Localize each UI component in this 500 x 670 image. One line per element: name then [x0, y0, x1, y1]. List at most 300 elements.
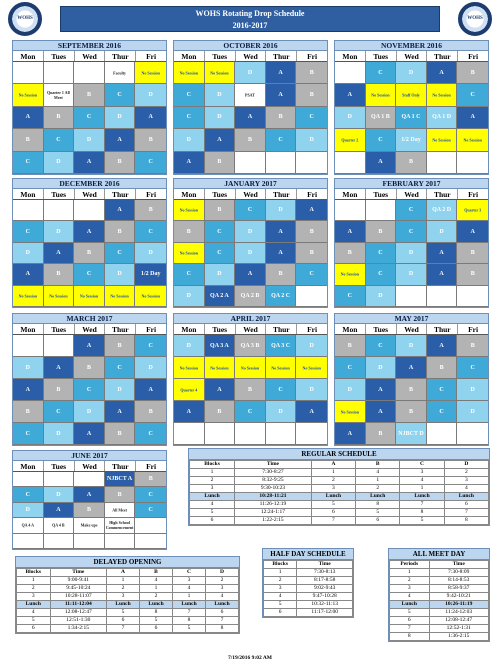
- table-cell: 6: [107, 617, 140, 625]
- day-cell: [427, 401, 458, 423]
- day-cell: [44, 221, 75, 242]
- day-cell: [74, 286, 105, 307]
- table-cell: 2: [17, 585, 51, 593]
- day-cell: [105, 357, 136, 379]
- day-label: D: [408, 342, 414, 349]
- day-label: C: [278, 386, 283, 393]
- day-cell: [174, 286, 205, 307]
- day-label: No Session: [432, 92, 451, 98]
- day-label: No Session: [340, 271, 359, 277]
- day-cell: [457, 357, 488, 379]
- day-label: D: [408, 249, 414, 256]
- day-label: A: [86, 430, 92, 437]
- weekday-label: Thur: [105, 51, 136, 61]
- table-cell: 10:32-11:13: [297, 601, 353, 609]
- day-label: No Session: [141, 70, 160, 76]
- day-label: No Session: [18, 92, 37, 98]
- day-label: C: [439, 408, 444, 415]
- day-label: C: [309, 271, 314, 278]
- day-grid: [13, 472, 166, 549]
- weekday-label: Mon: [335, 189, 366, 199]
- day-cell: [366, 84, 397, 106]
- weekday-header: [335, 324, 488, 335]
- day-cell: [105, 472, 136, 487]
- day-cell: [105, 200, 136, 221]
- day-label: B: [86, 506, 91, 513]
- day-cell: [135, 534, 166, 549]
- table-cell: 6: [140, 625, 173, 633]
- day-label: B: [117, 228, 122, 235]
- day-label: A: [25, 114, 30, 121]
- half-day-schedule: [262, 548, 354, 618]
- day-label: D: [56, 228, 61, 235]
- table-cell: 3: [390, 585, 430, 593]
- day-label: D: [148, 92, 153, 99]
- day-cell: [296, 243, 327, 264]
- table-cell: 4: [356, 469, 400, 477]
- day-label: B: [217, 207, 222, 214]
- day-cell: [13, 243, 44, 264]
- table-cell: 2: [107, 585, 140, 593]
- day-label: No Session: [432, 137, 451, 143]
- table-cell: 9:02-9:43: [297, 585, 353, 593]
- day-cell: [135, 221, 166, 242]
- table-cell: 5: [140, 617, 173, 625]
- day-cell: [135, 423, 166, 445]
- day-cell: [235, 401, 266, 423]
- table-row: [190, 469, 489, 477]
- day-label: A: [278, 92, 283, 99]
- day-label: No Session: [463, 137, 482, 143]
- table-cell: 4: [444, 485, 488, 493]
- table-cell: Lunch: [140, 601, 173, 609]
- table-cell: 5: [390, 609, 430, 617]
- day-cell: [135, 264, 166, 285]
- day-label: D: [378, 364, 383, 371]
- table-row: [390, 593, 489, 601]
- day-cell: [335, 423, 366, 445]
- table-cell: 1: [140, 585, 173, 593]
- day-cell: [135, 472, 166, 487]
- table-cell: Lunch: [311, 493, 355, 501]
- day-cell: [205, 200, 236, 221]
- table-cell: 7:30-8:13: [297, 569, 353, 577]
- day-label: QA 3 B: [240, 342, 260, 349]
- table-row: [390, 601, 489, 609]
- table-header-cell: A: [107, 569, 140, 577]
- day-cell: [105, 487, 136, 502]
- day-cell: [13, 200, 44, 221]
- day-cell: [205, 264, 236, 285]
- weekday-label: Fri: [458, 51, 488, 61]
- day-cell: [335, 335, 366, 357]
- day-cell: [105, 379, 136, 401]
- day-label: No Session: [302, 365, 321, 370]
- day-cell: [366, 286, 397, 307]
- weekday-header: [13, 189, 166, 200]
- day-cell: [457, 243, 488, 264]
- weekday-label: Thur: [266, 324, 297, 334]
- day-label: A: [347, 92, 352, 99]
- day-cell: [296, 84, 327, 106]
- day-cell: [427, 357, 458, 379]
- table-cell: 11:17-12:00: [297, 609, 353, 617]
- day-label: No Session: [79, 293, 99, 299]
- day-cell: [44, 286, 75, 307]
- day-label: A: [278, 228, 283, 235]
- day-cell: [105, 401, 136, 423]
- weekday-label: Tues: [366, 324, 397, 334]
- day-cell: [74, 200, 105, 221]
- table-cell: 3: [400, 469, 444, 477]
- day-label: QA 1 B: [371, 114, 390, 121]
- all-meet-day-title: ALL MEET DAY: [389, 549, 489, 560]
- day-label: C: [56, 136, 61, 143]
- day-label: A: [439, 271, 444, 278]
- table-header-cell: B: [140, 569, 173, 577]
- month-title: JUNE 2017: [13, 451, 166, 461]
- month-calendar: [173, 178, 328, 308]
- table-cell: 9:00-9:41: [50, 577, 106, 585]
- day-cell: [235, 84, 266, 106]
- table-cell: 4: [390, 593, 430, 601]
- day-cell: [205, 401, 236, 423]
- day-label: QA 2 B: [240, 292, 260, 299]
- day-cell: [396, 152, 427, 174]
- table-cell: 3: [264, 585, 297, 593]
- day-label: C: [378, 136, 383, 143]
- day-cell: [13, 534, 44, 549]
- day-cell: [396, 264, 427, 285]
- day-cell: [13, 487, 44, 502]
- day-label: C: [56, 408, 61, 415]
- table-cell: 8: [140, 609, 173, 617]
- day-label: C: [86, 271, 92, 278]
- day-cell: [205, 357, 236, 379]
- day-grid: [13, 62, 166, 174]
- day-cell: [396, 423, 427, 445]
- day-label: No Session: [240, 365, 260, 370]
- day-grid: [13, 335, 166, 445]
- all-meet-day-schedule: [388, 548, 490, 642]
- day-label: C: [25, 430, 30, 437]
- day-label: A: [470, 228, 475, 235]
- table-cell: 12:24-1:17: [235, 509, 312, 517]
- weekday-label: Wed: [75, 461, 106, 471]
- table-row: [17, 601, 239, 609]
- weekday-label: Mon: [13, 324, 44, 334]
- day-label: No Session: [49, 293, 68, 299]
- day-cell: [135, 503, 166, 518]
- table-cell: Lunch: [390, 601, 430, 609]
- day-label: A: [247, 271, 253, 278]
- day-label: 1/2 Day: [140, 271, 161, 278]
- table-cell: 3: [17, 593, 51, 601]
- day-cell: [13, 379, 44, 401]
- table-cell: Lunch: [205, 601, 238, 609]
- day-label: C: [117, 364, 122, 371]
- month-title: FEBRUARY 2017: [335, 179, 488, 189]
- table-cell: 11:11-12:04: [50, 601, 106, 609]
- day-cell: [235, 152, 266, 174]
- weekday-label: Tues: [205, 324, 236, 334]
- day-cell: [205, 107, 236, 129]
- day-cell: [105, 152, 136, 174]
- day-cell: [235, 379, 266, 401]
- weekday-label: Tues: [366, 51, 397, 61]
- weekday-label: Mon: [13, 51, 44, 61]
- day-label: C: [86, 386, 92, 393]
- weekday-label: Mon: [174, 51, 205, 61]
- day-label: C: [378, 342, 383, 349]
- table-cell: 11:24-12:03: [429, 609, 489, 617]
- day-cell: [205, 243, 236, 264]
- day-label: A: [378, 386, 383, 393]
- day-cell: [174, 264, 205, 285]
- day-label: A: [186, 159, 191, 166]
- day-cell: [366, 243, 397, 264]
- day-grid: [335, 200, 488, 307]
- day-label: C: [378, 69, 383, 76]
- weekday-label: Wed: [236, 324, 267, 334]
- day-cell: [396, 379, 427, 401]
- table-row: [264, 585, 353, 593]
- day-label: A: [378, 408, 383, 415]
- day-cell: [427, 62, 458, 84]
- day-label: Quarter 1 All Meet: [46, 90, 70, 101]
- table-cell: 8: [205, 625, 238, 633]
- day-cell: [457, 129, 488, 151]
- table-cell: Lunch: [356, 493, 400, 501]
- day-label: QA 1 C: [401, 114, 421, 121]
- day-label: C: [470, 92, 475, 99]
- page-header: [60, 6, 440, 32]
- table-cell: 1:36-2:15: [429, 633, 489, 641]
- table-cell: 10:28-11:21: [235, 493, 312, 501]
- table-header-cell: D: [444, 461, 488, 469]
- day-label: B: [148, 476, 153, 483]
- header-year: 2016-2017: [232, 21, 268, 30]
- weekday-label: Wed: [397, 324, 428, 334]
- weekday-label: Fri: [297, 51, 327, 61]
- day-cell: [174, 84, 205, 106]
- day-label: A: [378, 159, 383, 166]
- day-cell: [13, 357, 44, 379]
- day-cell: [457, 335, 488, 357]
- table-cell: 1: [311, 469, 355, 477]
- day-label: Quarter 2: [341, 137, 359, 143]
- day-cell: [174, 379, 205, 401]
- day-label: No Session: [371, 92, 390, 98]
- day-cell: [74, 152, 105, 174]
- weekday-header: [13, 51, 166, 62]
- table-cell: 7:30-8:09: [429, 569, 489, 577]
- weekday-label: Wed: [397, 189, 428, 199]
- table-row: [190, 493, 489, 501]
- table-cell: 8: [173, 617, 206, 625]
- day-label: A: [217, 386, 222, 393]
- day-cell: [205, 286, 236, 307]
- day-cell: [396, 107, 427, 129]
- day-cell: [235, 423, 266, 445]
- day-label: D: [86, 136, 92, 143]
- table-cell: 4: [140, 577, 173, 585]
- day-cell: [13, 264, 44, 285]
- day-cell: [235, 357, 266, 379]
- day-cell: [205, 129, 236, 151]
- table-row: [264, 609, 353, 617]
- day-label: B: [86, 92, 91, 99]
- table-cell: 4: [400, 477, 444, 485]
- day-cell: [205, 152, 236, 174]
- day-label: Staff Only: [402, 92, 420, 98]
- weekday-label: Mon: [13, 189, 44, 199]
- table-cell: 2: [311, 477, 355, 485]
- day-label: C: [378, 249, 383, 256]
- day-cell: [457, 200, 488, 221]
- day-cell: [44, 107, 75, 129]
- day-cell: [135, 518, 166, 533]
- day-cell: [427, 221, 458, 242]
- day-cell: [427, 129, 458, 151]
- month-calendar: [12, 450, 167, 550]
- day-label: C: [148, 430, 153, 437]
- day-cell: [13, 518, 44, 533]
- day-cell: [296, 379, 327, 401]
- day-cell: [13, 423, 44, 445]
- month-title: OCTOBER 2016: [174, 41, 327, 51]
- day-label: D: [25, 249, 30, 256]
- day-label: A: [117, 207, 122, 214]
- day-cell: [135, 107, 166, 129]
- day-cell: [427, 243, 458, 264]
- table-cell: Lunch: [400, 493, 444, 501]
- day-cell: [266, 335, 297, 357]
- day-label: QA 4 A: [21, 522, 35, 528]
- weekday-label: Fri: [458, 189, 488, 199]
- day-cell: [296, 200, 327, 221]
- day-label: D: [470, 408, 475, 415]
- day-label: A: [86, 491, 92, 498]
- day-label: B: [278, 271, 283, 278]
- day-label: QA 2 C: [271, 292, 291, 299]
- day-label: No Session: [271, 365, 290, 370]
- day-label: B: [117, 491, 122, 498]
- table-cell: 8: [390, 633, 430, 641]
- weekday-label: Wed: [75, 51, 106, 61]
- day-cell: [457, 379, 488, 401]
- day-cell: [105, 107, 136, 129]
- day-cell: [174, 357, 205, 379]
- day-label: QA 3 C: [271, 342, 291, 349]
- day-label: C: [186, 92, 191, 99]
- day-cell: [44, 487, 75, 502]
- day-label: A: [25, 271, 30, 278]
- day-cell: [135, 335, 166, 357]
- day-label: B: [217, 159, 222, 166]
- table-cell: Lunch: [107, 601, 140, 609]
- weekday-label: Fri: [136, 461, 166, 471]
- table-row: [190, 485, 489, 493]
- day-cell: [174, 423, 205, 445]
- day-label: B: [309, 92, 314, 99]
- day-cell: [135, 401, 166, 423]
- day-label: B: [56, 271, 61, 278]
- day-cell: [13, 107, 44, 129]
- day-cell: [235, 107, 266, 129]
- day-cell: [105, 84, 136, 106]
- day-cell: [74, 518, 105, 533]
- day-label: A: [186, 408, 191, 415]
- day-label: C: [217, 228, 222, 235]
- table-cell: 8: [356, 501, 400, 509]
- table-cell: Lunch: [173, 601, 206, 609]
- day-cell: [74, 379, 105, 401]
- day-label: B: [247, 136, 252, 143]
- day-cell: [457, 152, 488, 174]
- day-label: D: [148, 249, 153, 256]
- day-cell: [105, 243, 136, 264]
- day-label: A: [117, 408, 122, 415]
- day-cell: [135, 379, 166, 401]
- day-label: D: [347, 114, 352, 121]
- day-cell: [266, 379, 297, 401]
- day-label: C: [378, 271, 383, 278]
- day-label: A: [148, 386, 153, 393]
- day-label: D: [117, 271, 122, 278]
- day-label: C: [25, 491, 30, 498]
- day-grid: [174, 200, 327, 307]
- day-cell: [74, 357, 105, 379]
- day-cell: [44, 200, 75, 221]
- weekday-label: Thur: [105, 189, 136, 199]
- table-header-cell: A: [311, 461, 355, 469]
- month-title: MARCH 2017: [13, 314, 166, 324]
- day-label: C: [247, 207, 253, 214]
- table-cell: 12:52-1:31: [429, 625, 489, 633]
- day-cell: [335, 286, 366, 307]
- day-cell: [74, 503, 105, 518]
- weekday-label: Wed: [236, 51, 267, 61]
- table-cell: 12:08-12:47: [429, 617, 489, 625]
- table-cell: 1: [400, 485, 444, 493]
- month-calendar: [334, 40, 489, 175]
- day-cell: [427, 286, 458, 307]
- table-row: [17, 593, 239, 601]
- weekday-header: [13, 461, 166, 472]
- day-label: C: [347, 364, 352, 371]
- day-cell: [457, 423, 488, 445]
- table-cell: 3: [205, 585, 238, 593]
- day-cell: [396, 243, 427, 264]
- day-label: B: [470, 342, 475, 349]
- table-cell: 2: [444, 469, 488, 477]
- table-cell: 7: [444, 509, 488, 517]
- table-cell: 5: [17, 617, 51, 625]
- day-cell: [13, 472, 44, 487]
- day-cell: [13, 62, 44, 84]
- day-label: A: [439, 249, 444, 256]
- day-label: B: [309, 69, 314, 76]
- weekday-label: Wed: [236, 189, 267, 199]
- day-label: C: [408, 228, 414, 235]
- month-calendar: [12, 313, 167, 446]
- month-title: DECEMBER 2016: [13, 179, 166, 189]
- day-label: B: [408, 386, 413, 393]
- day-label: QA 2 A: [210, 292, 229, 299]
- table-cell: 8: [444, 517, 488, 525]
- day-cell: [74, 129, 105, 151]
